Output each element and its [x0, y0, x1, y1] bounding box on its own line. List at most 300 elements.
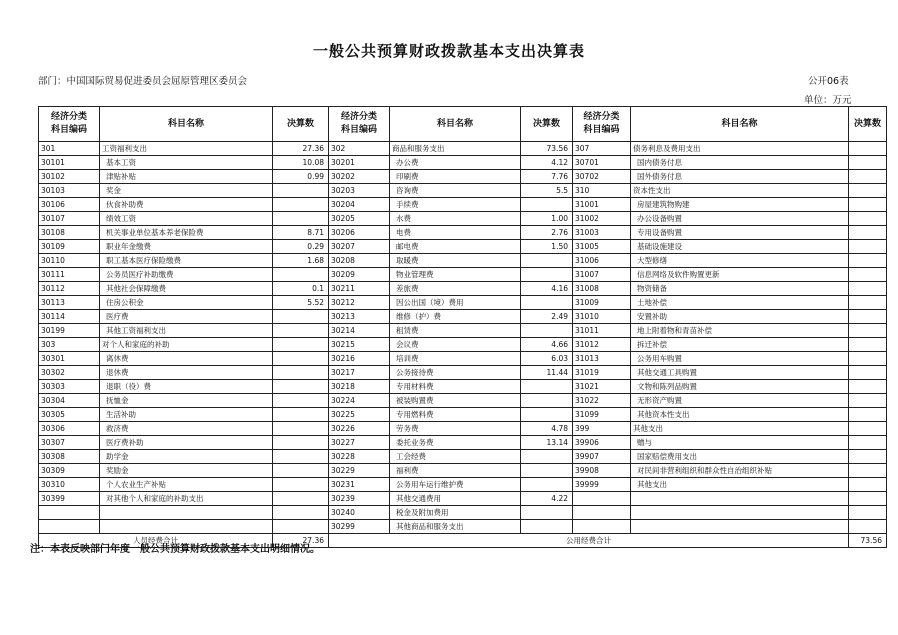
amount-cell-2: 4.66 [521, 338, 573, 352]
code-cell-2: 30229 [329, 464, 390, 478]
code-cell-1: 303 [39, 338, 100, 352]
amount-cell-1 [273, 352, 329, 366]
name-cell-1: 奖金 [100, 184, 273, 198]
amount-cell-3 [849, 184, 887, 198]
name-cell-1: 绩效工资 [100, 212, 273, 226]
amount-cell-3 [849, 310, 887, 324]
amount-cell-1 [273, 492, 329, 506]
amount-cell-1 [273, 338, 329, 352]
code-cell-2: 30224 [329, 394, 390, 408]
header-code-2: 经济分类 科目编码 [329, 107, 390, 142]
amount-cell-2 [521, 254, 573, 268]
table-row [39, 254, 887, 268]
amount-cell-1 [273, 436, 329, 450]
amount-cell-3 [849, 226, 887, 240]
table-row [39, 492, 887, 506]
name-cell-3: 其他资本性支出 [631, 408, 849, 422]
personnel-total-label: 人员经费合计 [39, 534, 273, 548]
name-cell-2: 维修（护）费 [390, 310, 521, 324]
code-cell-3: 31011 [573, 324, 631, 338]
name-cell-3: 物资储备 [631, 282, 849, 296]
table-row [39, 198, 887, 212]
code-cell-3: 31003 [573, 226, 631, 240]
name-cell-2: 专用燃料费 [390, 408, 521, 422]
code-cell-3: 31006 [573, 254, 631, 268]
table-row [39, 478, 887, 492]
code-cell-1: 30304 [39, 394, 100, 408]
header-name-2: 科目名称 [390, 107, 521, 142]
header-amount-3: 决算数 [849, 107, 887, 142]
code-cell-3: 31008 [573, 282, 631, 296]
code-cell-3: 31010 [573, 310, 631, 324]
name-cell-3: 赠与 [631, 436, 849, 450]
code-cell-2: 30227 [329, 436, 390, 450]
code-cell-3: 31007 [573, 268, 631, 282]
code-cell-3: 31009 [573, 296, 631, 310]
amount-cell-2 [521, 296, 573, 310]
amount-cell-2: 4.16 [521, 282, 573, 296]
name-cell-1: 其他工资福利支出 [100, 324, 273, 338]
name-cell-2: 取暖费 [390, 254, 521, 268]
code-cell-2: 30212 [329, 296, 390, 310]
table-row [39, 310, 887, 324]
name-cell-1: 住房公积金 [100, 296, 273, 310]
name-cell-3: 拆迁补偿 [631, 338, 849, 352]
code-cell-2: 30231 [329, 478, 390, 492]
code-cell-3: 31012 [573, 338, 631, 352]
code-cell-1: 30399 [39, 492, 100, 506]
code-cell-2: 30215 [329, 338, 390, 352]
code-cell-1: 30112 [39, 282, 100, 296]
name-cell-3: 房屋建筑物购建 [631, 198, 849, 212]
code-cell-1: 30302 [39, 366, 100, 380]
name-cell-1: 退职（役）费 [100, 380, 273, 394]
amount-cell-2 [521, 506, 573, 520]
code-cell-1: 30103 [39, 184, 100, 198]
name-cell-2: 物业管理费 [390, 268, 521, 282]
code-cell-1: 30113 [39, 296, 100, 310]
amount-cell-2 [521, 408, 573, 422]
code-cell-2: 30203 [329, 184, 390, 198]
amount-cell-1: 1.68 [273, 254, 329, 268]
name-cell-2: 商品和服务支出 [390, 142, 521, 156]
amount-cell-3 [849, 156, 887, 170]
amount-cell-2: 73.56 [521, 142, 573, 156]
code-cell-1: 30111 [39, 268, 100, 282]
header-amount-1: 决算数 [273, 107, 329, 142]
table-row [39, 338, 887, 352]
table-row [39, 142, 887, 156]
name-cell-1: 助学金 [100, 450, 273, 464]
amount-cell-2 [521, 324, 573, 338]
amount-cell-3 [849, 170, 887, 184]
amount-cell-1 [273, 422, 329, 436]
code-cell-3: 30701 [573, 156, 631, 170]
code-cell-2: 30239 [329, 492, 390, 506]
code-cell-1: 30108 [39, 226, 100, 240]
name-cell-1: 医疗费补助 [100, 436, 273, 450]
amount-cell-1 [273, 394, 329, 408]
name-cell-2: 电费 [390, 226, 521, 240]
code-cell-1: 30309 [39, 464, 100, 478]
name-cell-3: 信息网络及软件购置更新 [631, 268, 849, 282]
code-cell-1: 30114 [39, 310, 100, 324]
amount-cell-1: 10.08 [273, 156, 329, 170]
amount-cell-2: 4.12 [521, 156, 573, 170]
unit-label: 单位：万元 [804, 95, 852, 106]
amount-cell-1: 0.99 [273, 170, 329, 184]
amount-cell-2: 7.76 [521, 170, 573, 184]
table-row [39, 240, 887, 254]
code-cell-3: 31013 [573, 352, 631, 366]
code-cell-1: 30102 [39, 170, 100, 184]
amount-cell-3 [849, 520, 887, 534]
name-cell-2: 公务用车运行维护费 [390, 478, 521, 492]
name-cell-2: 其他交通费用 [390, 492, 521, 506]
name-cell-1 [100, 520, 273, 534]
expenditure-table [38, 106, 887, 548]
name-cell-2: 被装购置费 [390, 394, 521, 408]
department-label: 部门：中国国际贸易促进委员会屈原管理区委员会 [38, 76, 248, 87]
code-cell-3: 39906 [573, 436, 631, 450]
table-row [39, 464, 887, 478]
amount-cell-3 [849, 212, 887, 226]
code-cell-2: 30299 [329, 520, 390, 534]
name-cell-2: 咨询费 [390, 184, 521, 198]
amount-cell-2: 2.49 [521, 310, 573, 324]
amount-cell-1: 0.1 [273, 282, 329, 296]
code-cell-2: 30228 [329, 450, 390, 464]
name-cell-3 [631, 506, 849, 520]
code-cell-3 [573, 506, 631, 520]
amount-cell-2 [521, 478, 573, 492]
header-code-1: 经济分类 科目编码 [39, 107, 100, 142]
amount-cell-3 [849, 324, 887, 338]
amount-cell-1: 8.71 [273, 226, 329, 240]
amount-cell-1 [273, 506, 329, 520]
code-cell-2: 30206 [329, 226, 390, 240]
amount-cell-1: 27.36 [273, 142, 329, 156]
amount-cell-2: 5.5 [521, 184, 573, 198]
amount-cell-3 [849, 478, 887, 492]
name-cell-3 [631, 492, 849, 506]
amount-cell-1 [273, 380, 329, 394]
table-header-row [39, 107, 887, 142]
table-row [39, 226, 887, 240]
amount-cell-1 [273, 324, 329, 338]
amount-cell-2 [521, 394, 573, 408]
code-cell-2: 30216 [329, 352, 390, 366]
name-cell-1: 其他社会保障缴费 [100, 282, 273, 296]
amount-cell-2: 6.03 [521, 352, 573, 366]
name-cell-3: 对民间非营利组织和群众性自治组织补贴 [631, 464, 849, 478]
code-cell-1: 30101 [39, 156, 100, 170]
amount-cell-2 [521, 198, 573, 212]
code-cell-3 [573, 492, 631, 506]
name-cell-3: 其他支出 [631, 422, 849, 436]
amount-cell-1 [273, 212, 329, 226]
code-cell-2: 30213 [329, 310, 390, 324]
code-cell-2: 30201 [329, 156, 390, 170]
code-cell-1: 30107 [39, 212, 100, 226]
personnel-total-value: 27.36 [273, 534, 329, 548]
amount-cell-3 [849, 492, 887, 506]
code-cell-1: 301 [39, 142, 100, 156]
table-row [39, 394, 887, 408]
code-cell-3: 307 [573, 142, 631, 156]
name-cell-2: 福利费 [390, 464, 521, 478]
name-cell-3: 其他支出 [631, 478, 849, 492]
table-row [39, 408, 887, 422]
amount-cell-3 [849, 464, 887, 478]
header-name-1: 科目名称 [100, 107, 273, 142]
name-cell-3: 文物和陈列品购置 [631, 380, 849, 394]
code-cell-3 [573, 520, 631, 534]
amount-cell-1 [273, 464, 329, 478]
code-cell-3: 31099 [573, 408, 631, 422]
name-cell-1: 抚恤金 [100, 394, 273, 408]
page-title: 一般公共预算财政拨款基本支出决算表 [312, 42, 585, 60]
table-row [39, 212, 887, 226]
table-row [39, 380, 887, 394]
amount-cell-1 [273, 366, 329, 380]
name-cell-1: 奖励金 [100, 464, 273, 478]
code-cell-2: 30240 [329, 506, 390, 520]
name-cell-2: 水费 [390, 212, 521, 226]
code-cell-1: 30109 [39, 240, 100, 254]
amount-cell-3 [849, 352, 887, 366]
code-cell-3: 39907 [573, 450, 631, 464]
amount-cell-2: 1.50 [521, 240, 573, 254]
amount-cell-3 [849, 240, 887, 254]
amount-cell-2 [521, 464, 573, 478]
code-cell-2: 30218 [329, 380, 390, 394]
code-cell-3: 31022 [573, 394, 631, 408]
table-row [39, 436, 887, 450]
amount-cell-2: 13.14 [521, 436, 573, 450]
code-cell-2: 30209 [329, 268, 390, 282]
code-cell-3: 30702 [573, 170, 631, 184]
code-cell-3: 39999 [573, 478, 631, 492]
amount-cell-3 [849, 408, 887, 422]
name-cell-1: 机关事业单位基本养老保险费 [100, 226, 273, 240]
code-cell-3: 31019 [573, 366, 631, 380]
name-cell-1: 职业年金缴费 [100, 240, 273, 254]
code-cell-1 [39, 520, 100, 534]
amount-cell-2: 4.22 [521, 492, 573, 506]
name-cell-1: 津贴补贴 [100, 170, 273, 184]
table-row [39, 506, 887, 520]
code-cell-1: 30301 [39, 352, 100, 366]
code-cell-2: 30204 [329, 198, 390, 212]
name-cell-1: 个人农业生产补贴 [100, 478, 273, 492]
name-cell-1 [100, 506, 273, 520]
amount-cell-1 [273, 198, 329, 212]
amount-cell-2: 2.76 [521, 226, 573, 240]
name-cell-2: 公务接待费 [390, 366, 521, 380]
amount-cell-3 [849, 366, 887, 380]
amount-cell-1 [273, 184, 329, 198]
name-cell-2: 租赁费 [390, 324, 521, 338]
name-cell-3 [631, 520, 849, 534]
code-cell-2: 302 [329, 142, 390, 156]
name-cell-1: 生活补助 [100, 408, 273, 422]
amount-cell-2 [521, 268, 573, 282]
table-row [39, 324, 887, 338]
name-cell-3: 国家赔偿费用支出 [631, 450, 849, 464]
amount-cell-3 [849, 506, 887, 520]
code-cell-1 [39, 506, 100, 520]
table-row [39, 296, 887, 310]
amount-cell-1 [273, 310, 329, 324]
code-cell-3: 31002 [573, 212, 631, 226]
amount-cell-2: 4.78 [521, 422, 573, 436]
amount-cell-3 [849, 422, 887, 436]
amount-cell-3 [849, 380, 887, 394]
header-code-3: 经济分类 科目编码 [573, 107, 631, 142]
name-cell-3: 安置补助 [631, 310, 849, 324]
header-name-3: 科目名称 [631, 107, 849, 142]
name-cell-1: 离休费 [100, 352, 273, 366]
name-cell-3: 大型修缮 [631, 254, 849, 268]
name-cell-3: 土地补偿 [631, 296, 849, 310]
name-cell-2: 邮电费 [390, 240, 521, 254]
amount-cell-3 [849, 254, 887, 268]
code-cell-2: 30225 [329, 408, 390, 422]
name-cell-2: 会议费 [390, 338, 521, 352]
code-cell-2: 30226 [329, 422, 390, 436]
name-cell-2: 其他商品和服务支出 [390, 520, 521, 534]
header-amount-2: 决算数 [521, 107, 573, 142]
code-cell-2: 30214 [329, 324, 390, 338]
name-cell-3: 国外债务付息 [631, 170, 849, 184]
amount-cell-3 [849, 198, 887, 212]
amount-cell-3 [849, 268, 887, 282]
amount-cell-1: 0.29 [273, 240, 329, 254]
amount-cell-2 [521, 520, 573, 534]
table-row [39, 170, 887, 184]
name-cell-3: 基础设施建设 [631, 240, 849, 254]
name-cell-2: 工会经费 [390, 450, 521, 464]
name-cell-1: 职工基本医疗保险缴费 [100, 254, 273, 268]
code-cell-3: 31021 [573, 380, 631, 394]
name-cell-1: 对个人和家庭的补助 [100, 338, 273, 352]
name-cell-2: 税金及附加费用 [390, 506, 521, 520]
amount-cell-3 [849, 450, 887, 464]
table-row [39, 156, 887, 170]
name-cell-1: 对其他个人和家庭的补助支出 [100, 492, 273, 506]
code-cell-3: 310 [573, 184, 631, 198]
table-row [39, 282, 887, 296]
name-cell-3: 国内债务付息 [631, 156, 849, 170]
name-cell-1: 伙食补助费 [100, 198, 273, 212]
code-cell-1: 30199 [39, 324, 100, 338]
code-cell-1: 30310 [39, 478, 100, 492]
amount-cell-3 [849, 142, 887, 156]
code-cell-3: 399 [573, 422, 631, 436]
name-cell-2: 委托业务费 [390, 436, 521, 450]
code-cell-1: 30303 [39, 380, 100, 394]
code-cell-2: 30207 [329, 240, 390, 254]
name-cell-3: 资本性支出 [631, 184, 849, 198]
code-cell-3: 39908 [573, 464, 631, 478]
amount-cell-1 [273, 408, 329, 422]
name-cell-2: 差旅费 [390, 282, 521, 296]
amount-cell-3 [849, 296, 887, 310]
name-cell-1: 退休费 [100, 366, 273, 380]
name-cell-3: 办公设备购置 [631, 212, 849, 226]
name-cell-2: 办公费 [390, 156, 521, 170]
name-cell-3: 其他交通工具购置 [631, 366, 849, 380]
amount-cell-1 [273, 478, 329, 492]
amount-cell-3 [849, 436, 887, 450]
code-cell-1: 30307 [39, 436, 100, 450]
public-total-value: 73.56 [849, 534, 887, 548]
name-cell-1: 公务员医疗补助缴费 [100, 268, 273, 282]
name-cell-1: 工资福利支出 [100, 142, 273, 156]
amount-cell-2 [521, 380, 573, 394]
amount-cell-2: 11.44 [521, 366, 573, 380]
amount-cell-3 [849, 282, 887, 296]
footnote: 注：本表反映部门年度一般公共预算财政拨款基本支出明细情况。 [30, 544, 320, 555]
table-body [39, 142, 887, 534]
amount-cell-2 [521, 450, 573, 464]
code-cell-2: 30208 [329, 254, 390, 268]
table-row [39, 422, 887, 436]
name-cell-3: 专用设备购置 [631, 226, 849, 240]
code-cell-1: 30306 [39, 422, 100, 436]
table-row [39, 520, 887, 534]
amount-cell-1 [273, 268, 329, 282]
amount-cell-3 [849, 394, 887, 408]
code-cell-2: 30205 [329, 212, 390, 226]
name-cell-3: 地上附着物和青苗补偿 [631, 324, 849, 338]
name-cell-1: 救济费 [100, 422, 273, 436]
code-cell-2: 30217 [329, 366, 390, 380]
amount-cell-3 [849, 338, 887, 352]
public-total-label: 公用经费合计 [329, 534, 849, 548]
name-cell-2: 劳务费 [390, 422, 521, 436]
name-cell-3: 无形资产购置 [631, 394, 849, 408]
code-cell-1: 30305 [39, 408, 100, 422]
code-cell-2: 30211 [329, 282, 390, 296]
name-cell-2: 因公出国（境）费用 [390, 296, 521, 310]
name-cell-2: 专用材料费 [390, 380, 521, 394]
name-cell-1: 基本工资 [100, 156, 273, 170]
code-cell-3: 31001 [573, 198, 631, 212]
name-cell-2: 培训费 [390, 352, 521, 366]
code-cell-1: 30106 [39, 198, 100, 212]
code-cell-1: 30110 [39, 254, 100, 268]
table-row [39, 184, 887, 198]
table-row [39, 352, 887, 366]
form-number: 公开06表 [808, 76, 849, 87]
amount-cell-1 [273, 520, 329, 534]
amount-cell-2: 1.00 [521, 212, 573, 226]
amount-cell-1 [273, 450, 329, 464]
amount-cell-1: 5.52 [273, 296, 329, 310]
name-cell-2: 印刷费 [390, 170, 521, 184]
name-cell-3: 公务用车购置 [631, 352, 849, 366]
table-row [39, 268, 887, 282]
name-cell-2: 手续费 [390, 198, 521, 212]
code-cell-1: 30308 [39, 450, 100, 464]
code-cell-2: 30202 [329, 170, 390, 184]
name-cell-3: 债务利息及费用支出 [631, 142, 849, 156]
name-cell-1: 医疗费 [100, 310, 273, 324]
table-row [39, 450, 887, 464]
table-row [39, 366, 887, 380]
